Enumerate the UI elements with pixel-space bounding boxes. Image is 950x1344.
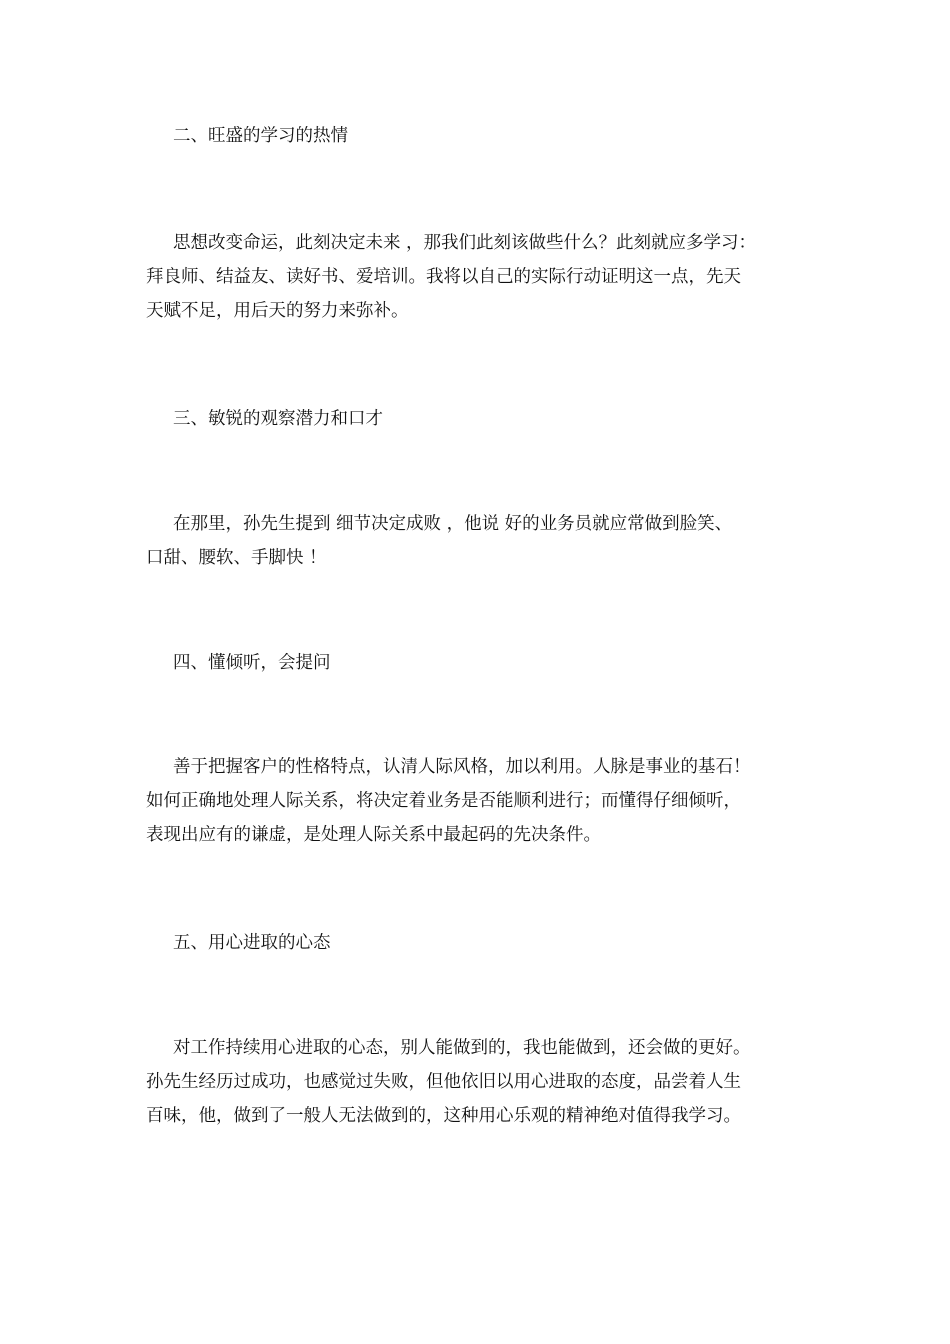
paragraph-line: 善于把握客户的性格特点，认清人际风格，加以利用。人脉是事业的基石！ bbox=[173, 757, 751, 777]
paragraph-line: 如何正确地处理人际关系，将决定着业务是否能顺利进行；而懂得仔细倾听， bbox=[146, 791, 741, 811]
paragraph-line: 天赋不足，用后天的努力来弥补。 bbox=[146, 301, 409, 321]
paragraph-line: 口甜、腰软、手脚快 ！ bbox=[146, 548, 327, 568]
paragraph-line: 拜良师、结益友、读好书、爱培训。我将以自己的实际行动证明这一点，先天 bbox=[146, 267, 741, 287]
section-heading-3: 三、敏锐的观察潜力和口才 bbox=[173, 409, 383, 429]
section-heading-2: 二、旺盛的学习的热情 bbox=[173, 126, 348, 146]
section-paragraph-3 bbox=[146, 507, 806, 575]
paragraph-line: 孙先生经历过成功，也感觉过失败，但他依旧以用心进取的态度，品尝着人生 bbox=[146, 1072, 741, 1092]
paragraph-line: 在那里，孙先生提到 细节决定成败 ，他说 好的业务员就应常做到脸笑、 bbox=[173, 514, 733, 534]
paragraph-line: 对工作持续用心进取的心态，别人能做到的，我也能做到，还会做的更好。 bbox=[173, 1038, 751, 1058]
section-paragraph-5 bbox=[146, 1031, 806, 1133]
paragraph-line: 表现出应有的谦虚，是处理人际关系中最起码的先决条件。 bbox=[146, 825, 601, 845]
section-paragraph-4 bbox=[146, 750, 806, 852]
section-paragraph-2 bbox=[146, 226, 806, 328]
section-heading-5: 五、用心进取的心态 bbox=[173, 933, 331, 953]
paragraph-line: 百味，他，做到了一般人无法做到的，这种用心乐观的精神绝对值得我学习。 bbox=[146, 1106, 741, 1126]
section-heading-4: 四、懂倾听，会提问 bbox=[173, 653, 331, 673]
paragraph-line: 思想改变命运，此刻决定未来 ，那我们此刻该做些什么？此刻就应多学习： bbox=[173, 233, 757, 253]
